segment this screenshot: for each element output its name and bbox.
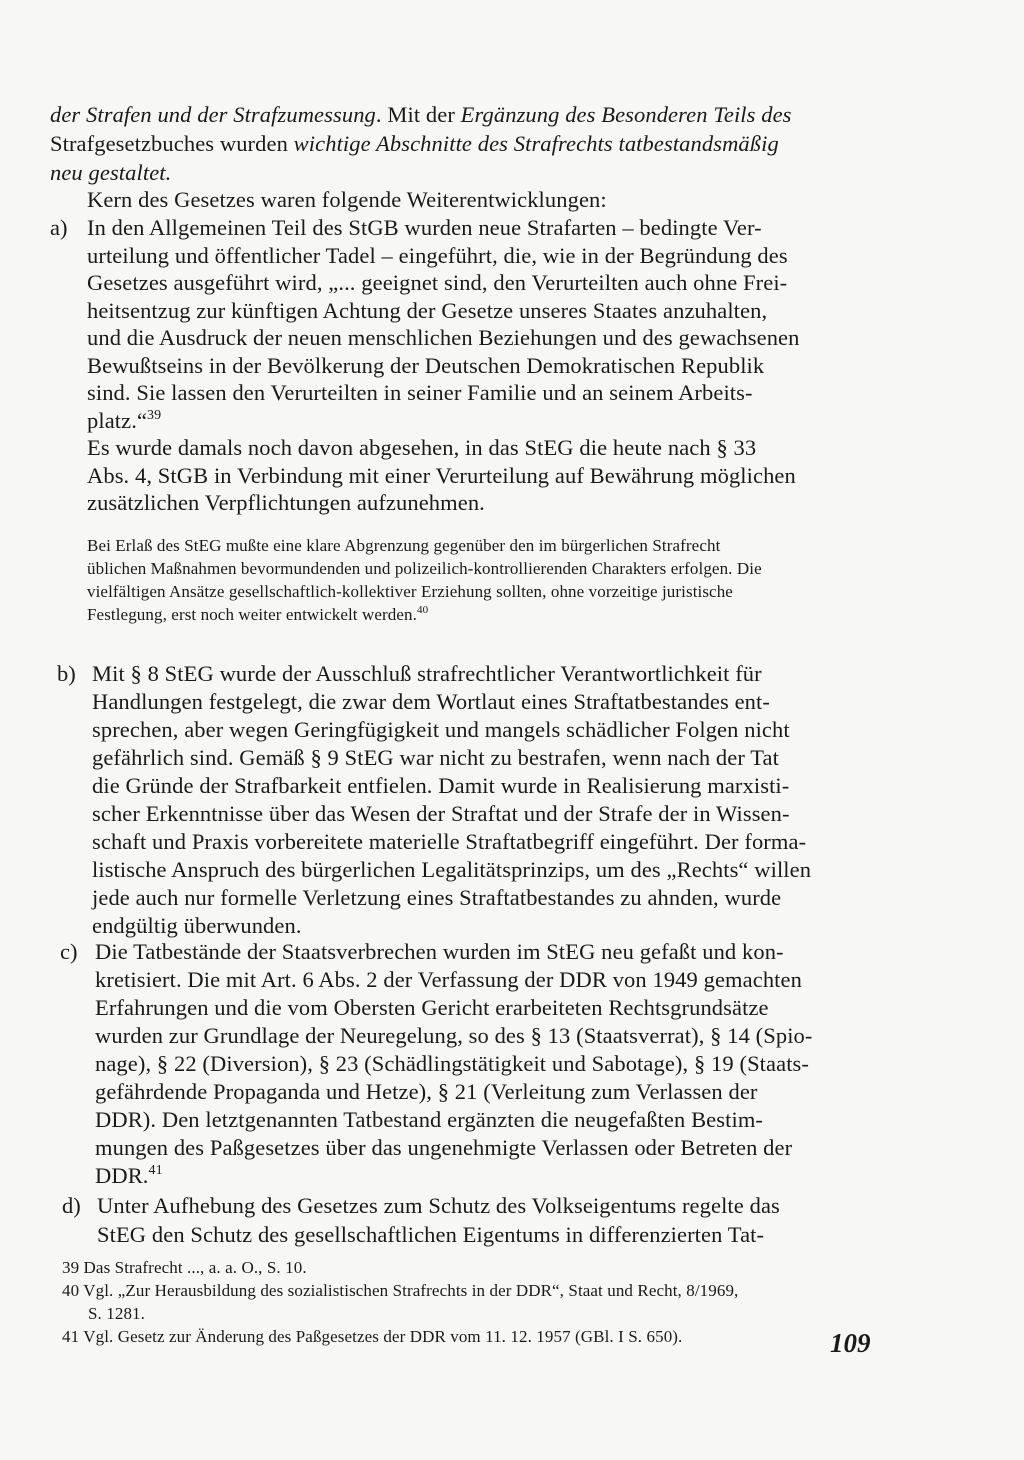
item-b-line: listische Anspruch des bürgerlichen Legalitätsprinzips, um des „Rechts“ willen <box>92 857 812 882</box>
item-c-line: gefährdende Propaganda und Hetze), § 21 (Verleitung zum Verlassen der <box>95 1079 758 1104</box>
item-b-line: schaft und Praxis vorbereitete materielle Straftatbegriff eingeführt. Der forma- <box>92 829 807 854</box>
note-line: vielfältigen Ansätze gesellschaftlich-kollektiver Erziehung sollten, ohne vorzeitige juristische <box>87 582 733 601</box>
item-d-line: Unter Aufhebung des Gesetzes zum Schutz des Volkseigentums regelte das <box>97 1193 780 1218</box>
item-a-line: Bewußtseins in der Bevölkerung der Deutschen Demokratischen Republik <box>87 353 765 378</box>
item-c-line: kretisiert. Die mit Art. 6 Abs. 2 der Verfassung der DDR von 1949 gemachten <box>95 967 802 992</box>
item-a-extra-line: Es wurde damals noch davon abgesehen, in das StEG die heute nach § 33 <box>87 435 757 460</box>
item-b-marker: b) <box>57 661 76 686</box>
item-a-line: und die Ausdruck der neuen menschlichen Beziehungen und des gewachsenen <box>87 325 800 350</box>
item-c-line: mungen des Paßgesetzes über das ungenehmigte Verlassen oder Betreten der <box>95 1135 793 1160</box>
item-c-line: wurden zur Grundlage der Neuregelung, so des § 13 (Staatsverrat), § 14 (Spio- <box>95 1023 813 1048</box>
note-line: üblichen Maßnahmen bevormundenden und polizeilich-kontrollierenden Charakters erfolgen. Die <box>87 559 762 578</box>
item-a-last-line: platz.“$^{39}$ <box>87 408 162 433</box>
item-b-line: die Gründe der Strafbarkeit entfielen. Damit wurde in Realisierung marxisti- <box>92 773 790 798</box>
footnote-41: 41 Vgl. Gesetz zur Änderung des Paßgesetzes der DDR vom 11. 12. 1957 (GBl. I S. 650). <box>62 1327 683 1346</box>
item-b-line: Handlungen festgelegt, die zwar dem Wortlaut eines Straftatbestandes ent- <box>92 689 770 714</box>
item-b-line: gefährlich sind. Gemäß § 9 StEG war nicht zu bestrafen, wenn nach der Tat <box>92 745 779 770</box>
page-number: 109 <box>830 1328 871 1358</box>
item-c-marker: c) <box>60 939 78 964</box>
intro-line-2: Strafgesetzbuches wurden wichtige Abschnitte des Strafrechts tatbestandsmäßig <box>50 131 779 156</box>
item-c-line: Erfahrungen und die vom Obersten Gericht erarbeiteten Rechtsgrundsätze <box>95 995 769 1020</box>
item-c-line: Die Tatbestände der Staatsverbrechen wurden im StEG neu gefaßt und kon- <box>95 939 784 964</box>
item-a-line: Gesetzes ausgeführt wird, „... geeignet sind, den Verurteilten auch ohne Frei- <box>87 270 788 295</box>
item-a-line: sind. Sie lassen den Verurteilten in seiner Familie und an seinem Arbeits- <box>87 380 753 405</box>
item-a-line: heitsentzug zur künftigen Achtung der Gesetze unseres Staates anzuhalten, <box>87 298 768 323</box>
item-c-line: nage), § 22 (Diversion), § 23 (Schädlingstätigkeit und Sabotage), § 19 (Staats- <box>95 1051 810 1076</box>
footnote-40: 40 Vgl. „Zur Herausbildung des sozialistischen Strafrechts in der DDR“, Staat und Recht, 8/1969, <box>62 1281 739 1300</box>
item-a-marker: a) <box>50 215 68 240</box>
footnote-40-cont: S. 1281. <box>88 1304 146 1323</box>
item-b-line: scher Erkenntnisse über das Wesen der Straftat und der Strafe der in Wissen- <box>92 801 790 826</box>
note-last-line: Festlegung, erst noch weiter entwickelt werden.$^{40}$ <box>87 604 429 624</box>
footnote-ref-40: 40 <box>416 604 429 616</box>
item-a-line: In den Allgemeinen Teil des StGB wurden neue Strafarten – bedingte Ver- <box>87 215 762 240</box>
intro-line-1: der Strafen und der Strafzumessung. Mit der Ergänzung des Besonderen Teils des <box>50 102 792 127</box>
item-a-line: urteilung und öffentlicher Tadel – eingeführt, die, wie in der Begründung des <box>87 243 788 268</box>
item-a-extra-line: zusätzlichen Verpflichtungen aufzunehmen. <box>87 490 485 515</box>
footnote-39: 39 Das Strafrecht ..., a. a. O., S. 10. <box>62 1258 307 1277</box>
item-b-line: sprechen, aber wegen Geringfügigkeit und mangels schädlicher Folgen nicht <box>92 717 790 742</box>
footnote-ref-39: 39 <box>147 408 162 423</box>
item-d-line: StEG den Schutz des gesellschaftlichen Eigentums in differenzierten Tat- <box>97 1222 765 1247</box>
item-b-line: Mit § 8 StEG wurde der Ausschluß strafrechtlicher Verantwortlichkeit für <box>92 661 762 686</box>
item-b-line: jede auch nur formelle Verletzung eines Straftatbestandes zu ahnden, wurde <box>92 885 782 910</box>
note-line: Bei Erlaß des StEG mußte eine klare Abgrenzung gegenüber den im bürgerlichen Strafrecht <box>87 536 721 555</box>
item-a-extra-line: Abs. 4, StGB in Verbindung mit einer Verurteilung auf Bewährung möglichen <box>87 463 796 488</box>
item-d-marker: d) <box>62 1193 81 1218</box>
footnote-ref-41: 41 <box>148 1163 163 1178</box>
item-c-line: DDR). Den letztgenannten Tatbestand ergänzten die neugefaßten Bestim- <box>95 1107 764 1132</box>
item-c-last-line: DDR.$^{41}$ <box>95 1163 163 1188</box>
item-b-line: endgültig überwunden. <box>92 913 302 938</box>
intro-line-4: Kern des Gesetzes waren folgende Weiterentwicklungen: <box>87 187 607 212</box>
intro-line-3: neu gestaltet. <box>50 160 172 185</box>
